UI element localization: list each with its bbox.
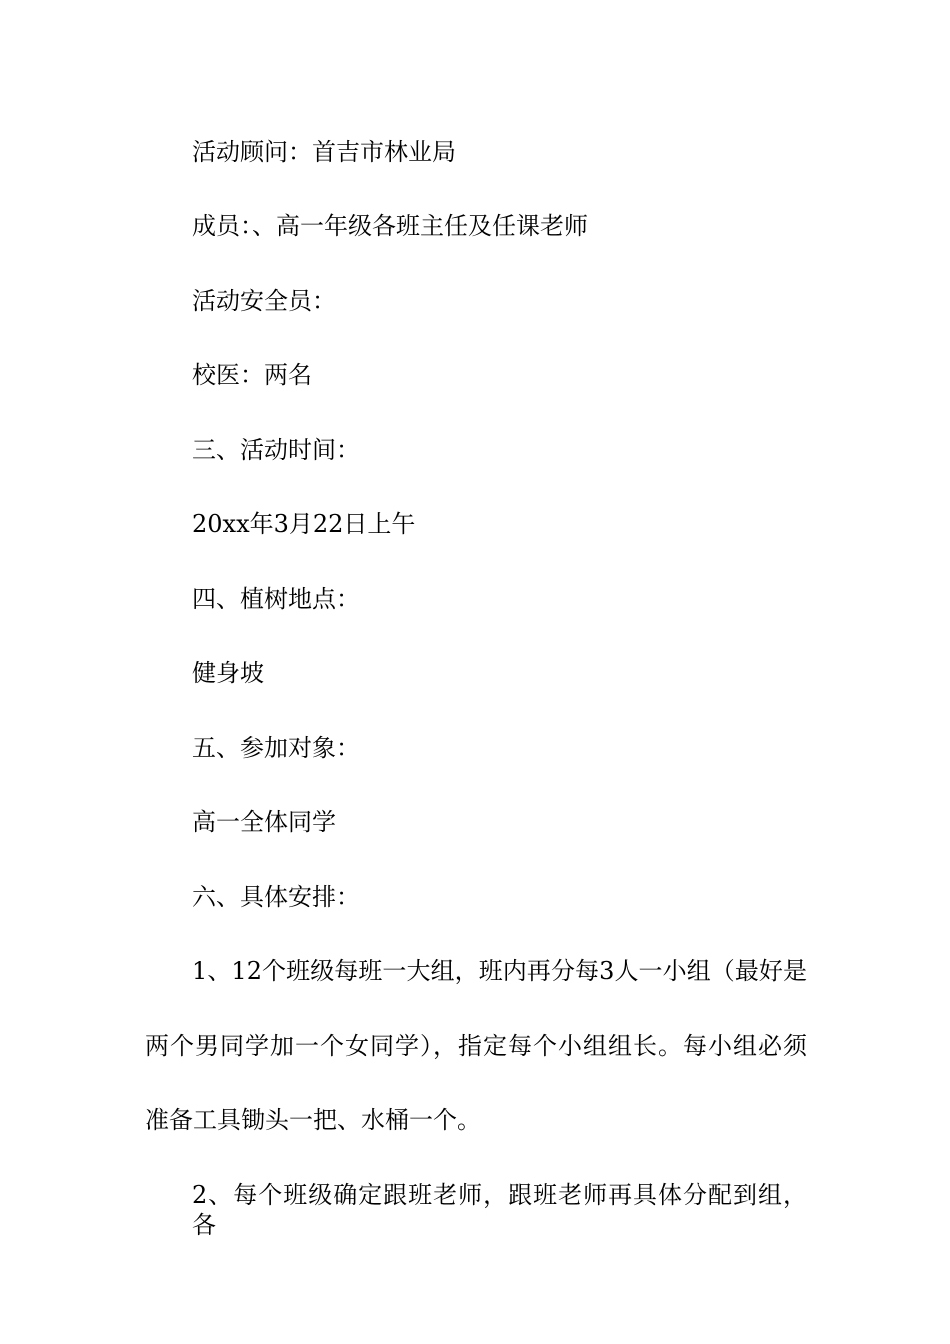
participants-line: 高一全体同学 xyxy=(192,808,336,836)
section-heading-location: 四、植树地点： xyxy=(192,585,360,613)
school-doctor-line: 校医：两名 xyxy=(192,361,312,389)
item1-line1: 1、12个班级每班一大组，班内再分每3人一小组（最好是 xyxy=(192,957,807,985)
item1-line2: 两个男同学加一个女同学），指定每个小组组长。每小组必须 xyxy=(145,1032,807,1060)
section-heading-participants: 五、参加对象： xyxy=(192,734,360,762)
members-line: 成员：、高一年级各班主任及任课老师 xyxy=(192,212,588,240)
advisor-line: 活动顾问：首吉市林业局 xyxy=(192,138,456,166)
activity-time-line: 20xx年3月22日上午 xyxy=(192,510,416,538)
section-heading-time: 三、活动时间： xyxy=(192,436,360,464)
location-line: 健身坡 xyxy=(192,659,264,687)
section-heading-arrangement: 六、具体安排： xyxy=(192,883,360,911)
safety-officer-line: 活动安全员： xyxy=(192,287,336,315)
item1-line3: 准备工具锄头一把、水桶一个。 xyxy=(145,1106,481,1134)
item2-line1: 2、每个班级确定跟班老师，跟班老师再具体分配到组，各 xyxy=(192,1181,807,1239)
